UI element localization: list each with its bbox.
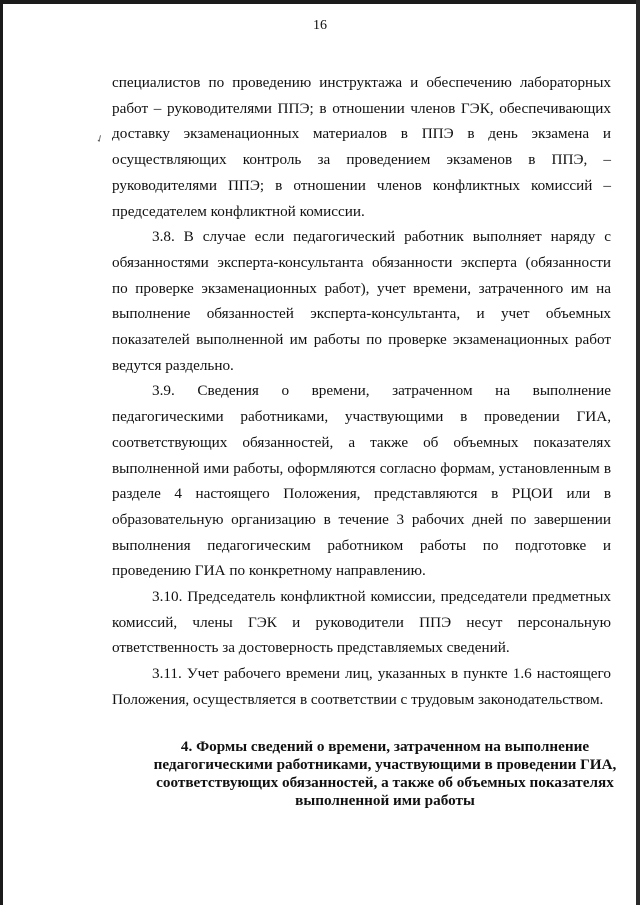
section-heading: 4. Формы сведений о времени, затраченном на выполнение педагогическими работниками, участвующими в проведении ГИА, соответствующих обязанностей, а также об объемных показателях выполненной ими работы [153, 738, 617, 809]
scan-edge-right [636, 0, 640, 905]
paragraph-3-11: 3.11. Учет рабочего времени лиц, указанных в пункте 1.6 настоящего Положения, осуществляется в соответствии с трудовым законодательством. [112, 665, 611, 708]
pen-tick-mark: ✓ [94, 132, 107, 147]
paragraph-3-9: 3.9. Сведения о времени, затраченном на выполнение педагогическими работниками, участвующими в проведении ГИА, соответствующих обязанностей, а также об объемных показателях выполненной ими работы, оформляются согласно формам, установленным в разделе 4 настоящего Положения, представляются в РЦОИ или в образовательную организацию в течение 3 рабочих дней по завершении выполнения педагогическим работником работы по подготовке и проведению ГИА по конкретному направлению. [112, 382, 611, 580]
paragraph-continuation: специалистов по проведению инструктажа и обеспечению лабораторных работ – руководителями ППЭ; в отношении членов ГЭК, обеспечивающих доставку экзаменационных материалов в ППЭ в день экзамена и осуществляющих контроль за проведением экзаменов в ППЭ, – руководителями ППЭ; в отношении членов конфликтных комиссий – председателем конфликтной комиссии. [112, 74, 611, 220]
paragraph-3-10: 3.10. Председатель конфликтной комиссии, председатели предметных комиссий, члены ГЭК и руководители ППЭ несут персональную ответственность за достоверность представляемых сведений. [112, 588, 611, 657]
paragraph-3-8: 3.8. В случае если педагогический работник выполняет наряду с обязанностями эксперта-консультанта обязанности эксперта (обязанности по проверке экзаменационных работ), учет времени, затраченного им на выполнение обязанностей эксперта-консультанта, и учет объемных показателей выполненной им работы по проверке экзаменационных работ ведутся раздельно. [112, 228, 611, 374]
scan-edge-top [0, 0, 640, 4]
page-number: 16 [313, 18, 327, 33]
scan-edge-left [0, 0, 3, 905]
body-text [112, 70, 611, 713]
